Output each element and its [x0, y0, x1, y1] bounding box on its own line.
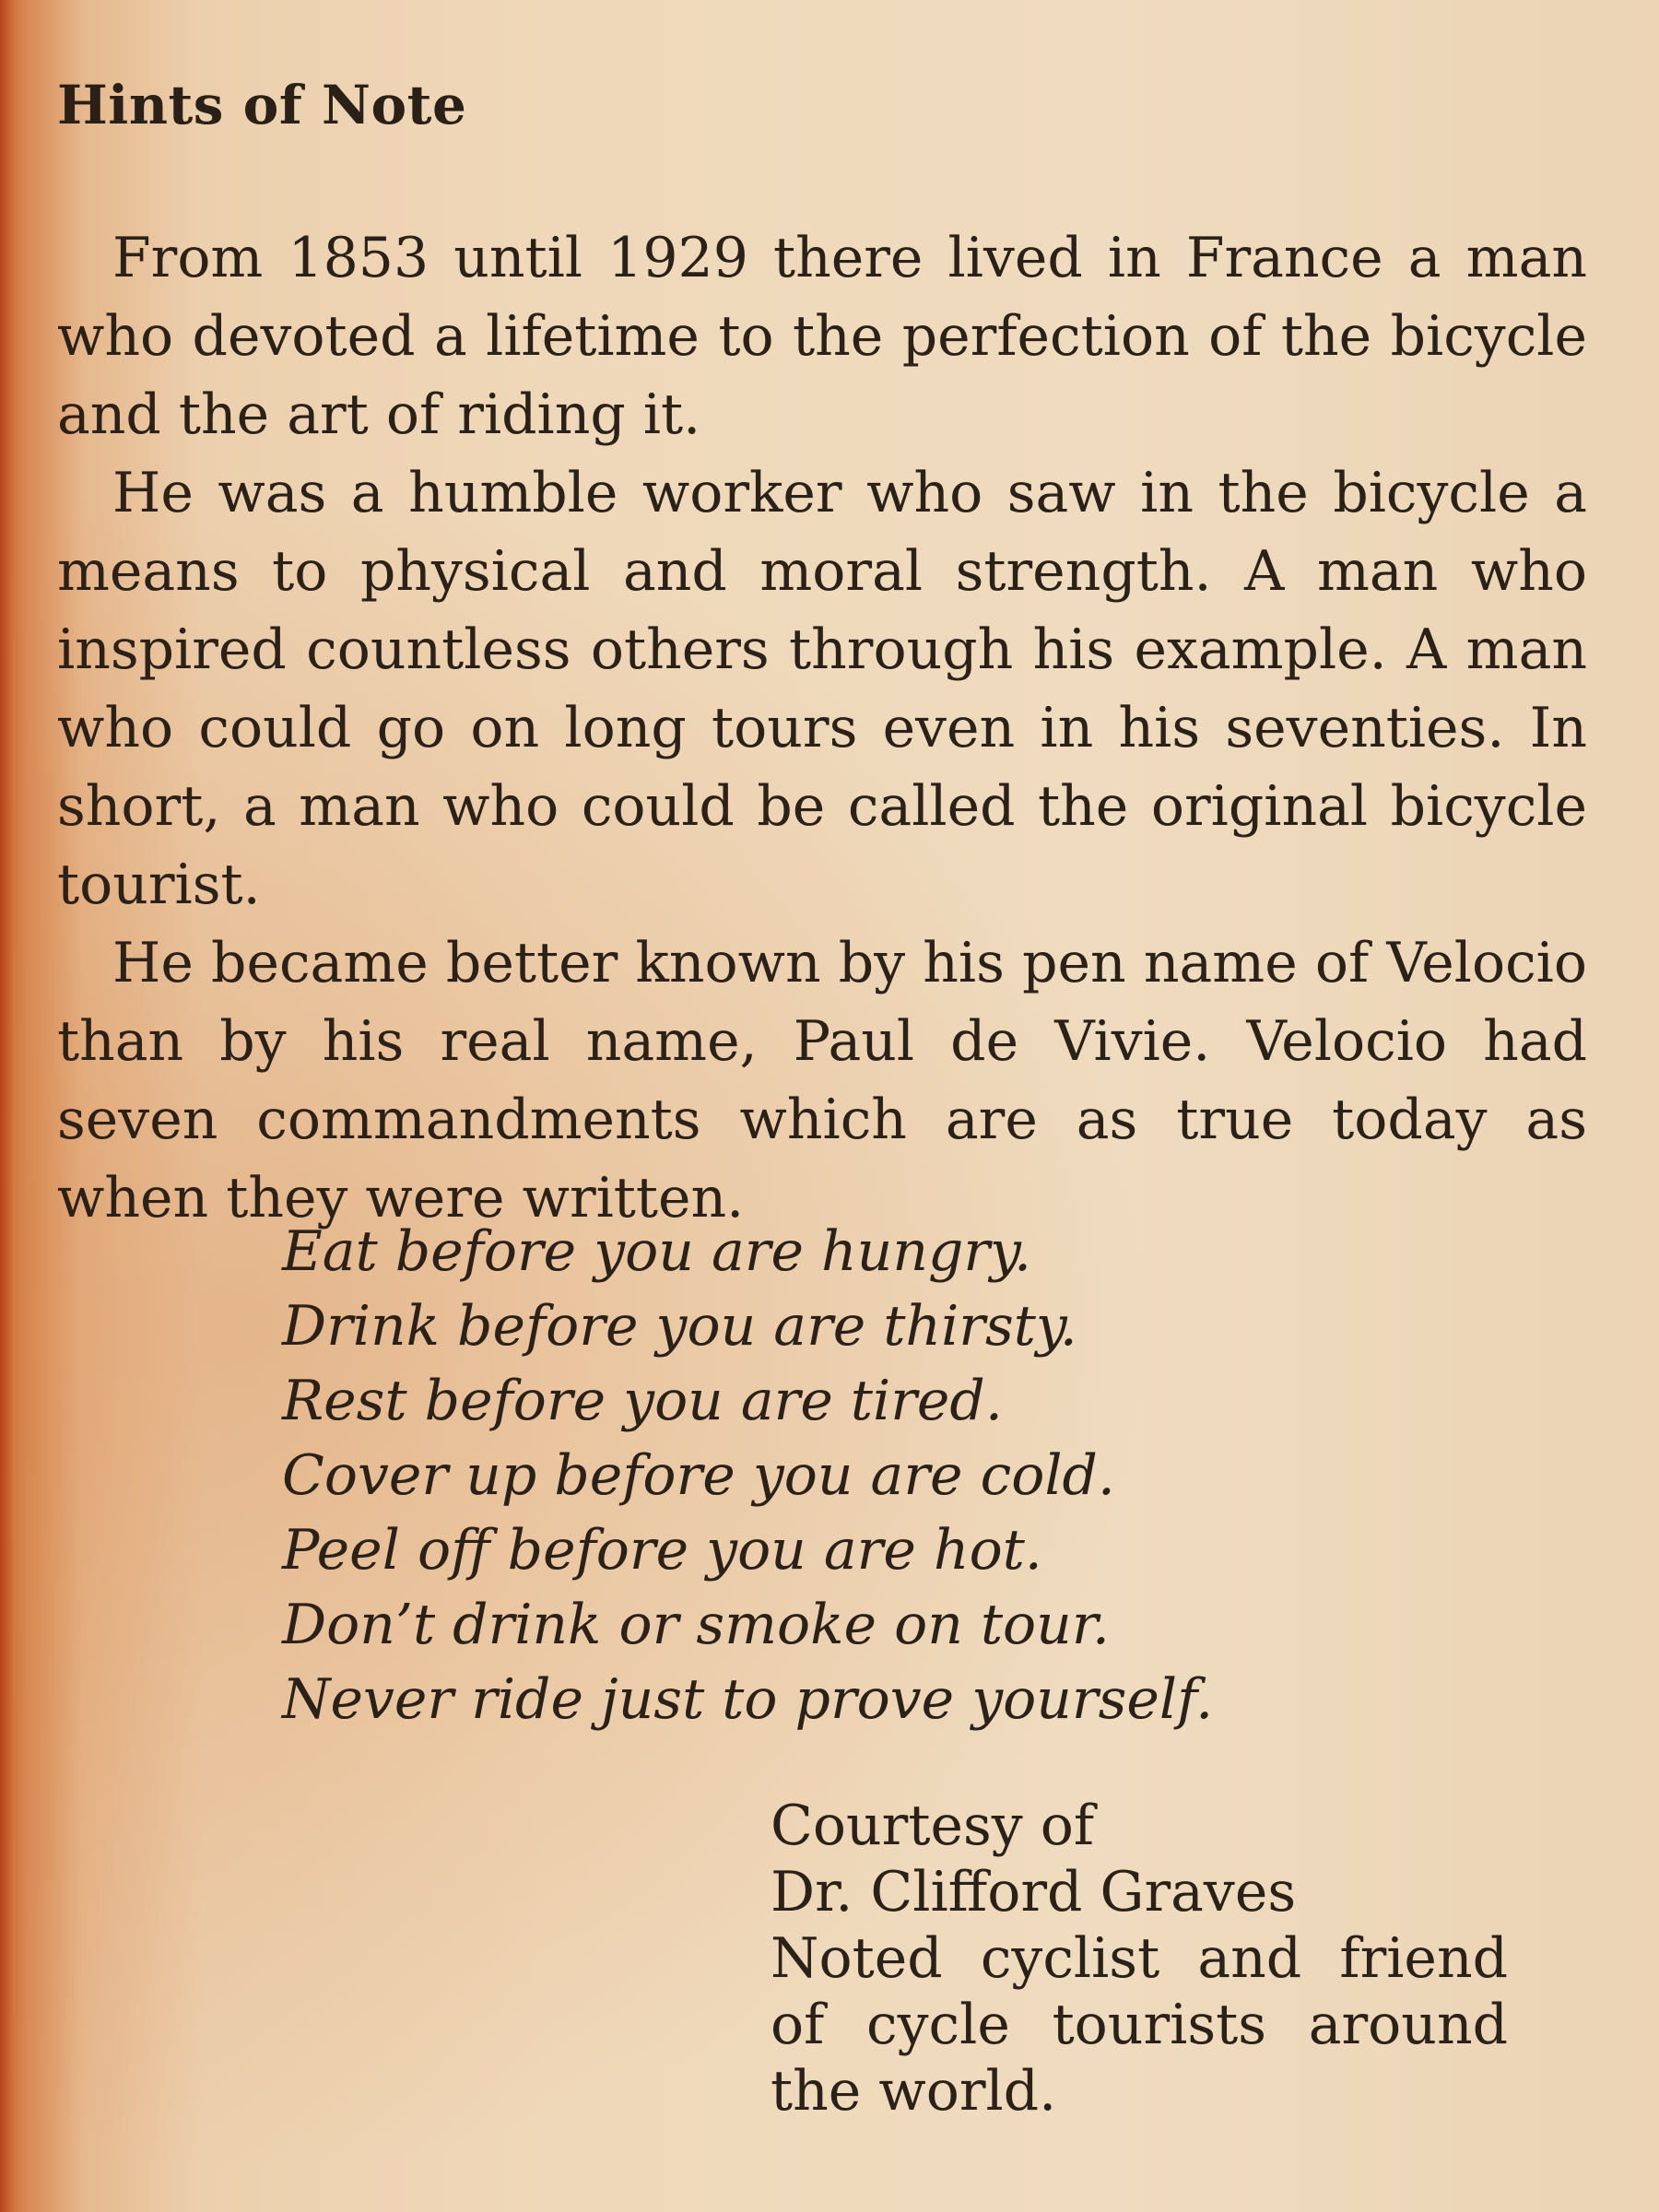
commandment-item: Don’t drink or smoke on tour. — [282, 1593, 1110, 1657]
credit-name: Dr. Clifford Graves — [771, 1860, 1297, 1924]
credit-description: Noted cyclist and friend of cycle tourists around the world. — [771, 1926, 1508, 2124]
paragraph-intro: From 1853 until 1929 there lived in France a man who devoted a lifetime to the perfection of the bicycle and the art of riding it. — [57, 226, 1587, 447]
credit-block — [771, 1793, 1508, 2124]
commandment-item: Never ride just to prove yourself. — [282, 1667, 1214, 1732]
commandment-item: Drink before you are thirsty. — [282, 1294, 1077, 1359]
page-edge — [0, 0, 13, 2212]
paragraph-humble-worker: He was a humble worker who saw in the bicycle a means to physical and moral strength. A man who inspired countless others through his example. A man who could go on long tours even in his seventies. In short, a man who could be called the original bicycle tourist. — [57, 461, 1587, 917]
paragraph-velocio: He became better known by his pen name of Velocio than by his real name, Paul de Vivie. Velocio had seven commandments which are as true today as when they were written. — [57, 931, 1587, 1230]
commandment-item: Rest before you are tired. — [282, 1369, 1003, 1433]
body-text — [57, 219, 1587, 1238]
commandment-item: Eat before you are hungry. — [282, 1219, 1032, 1284]
commandment-item: Peel off before you are hot. — [282, 1518, 1042, 1583]
commandment-item: Cover up before you are cold. — [282, 1443, 1115, 1508]
credit-courtesy: Courtesy of — [771, 1794, 1095, 1858]
commandments-list — [282, 1215, 1213, 1737]
page-heading: Hints of Note — [57, 74, 467, 136]
